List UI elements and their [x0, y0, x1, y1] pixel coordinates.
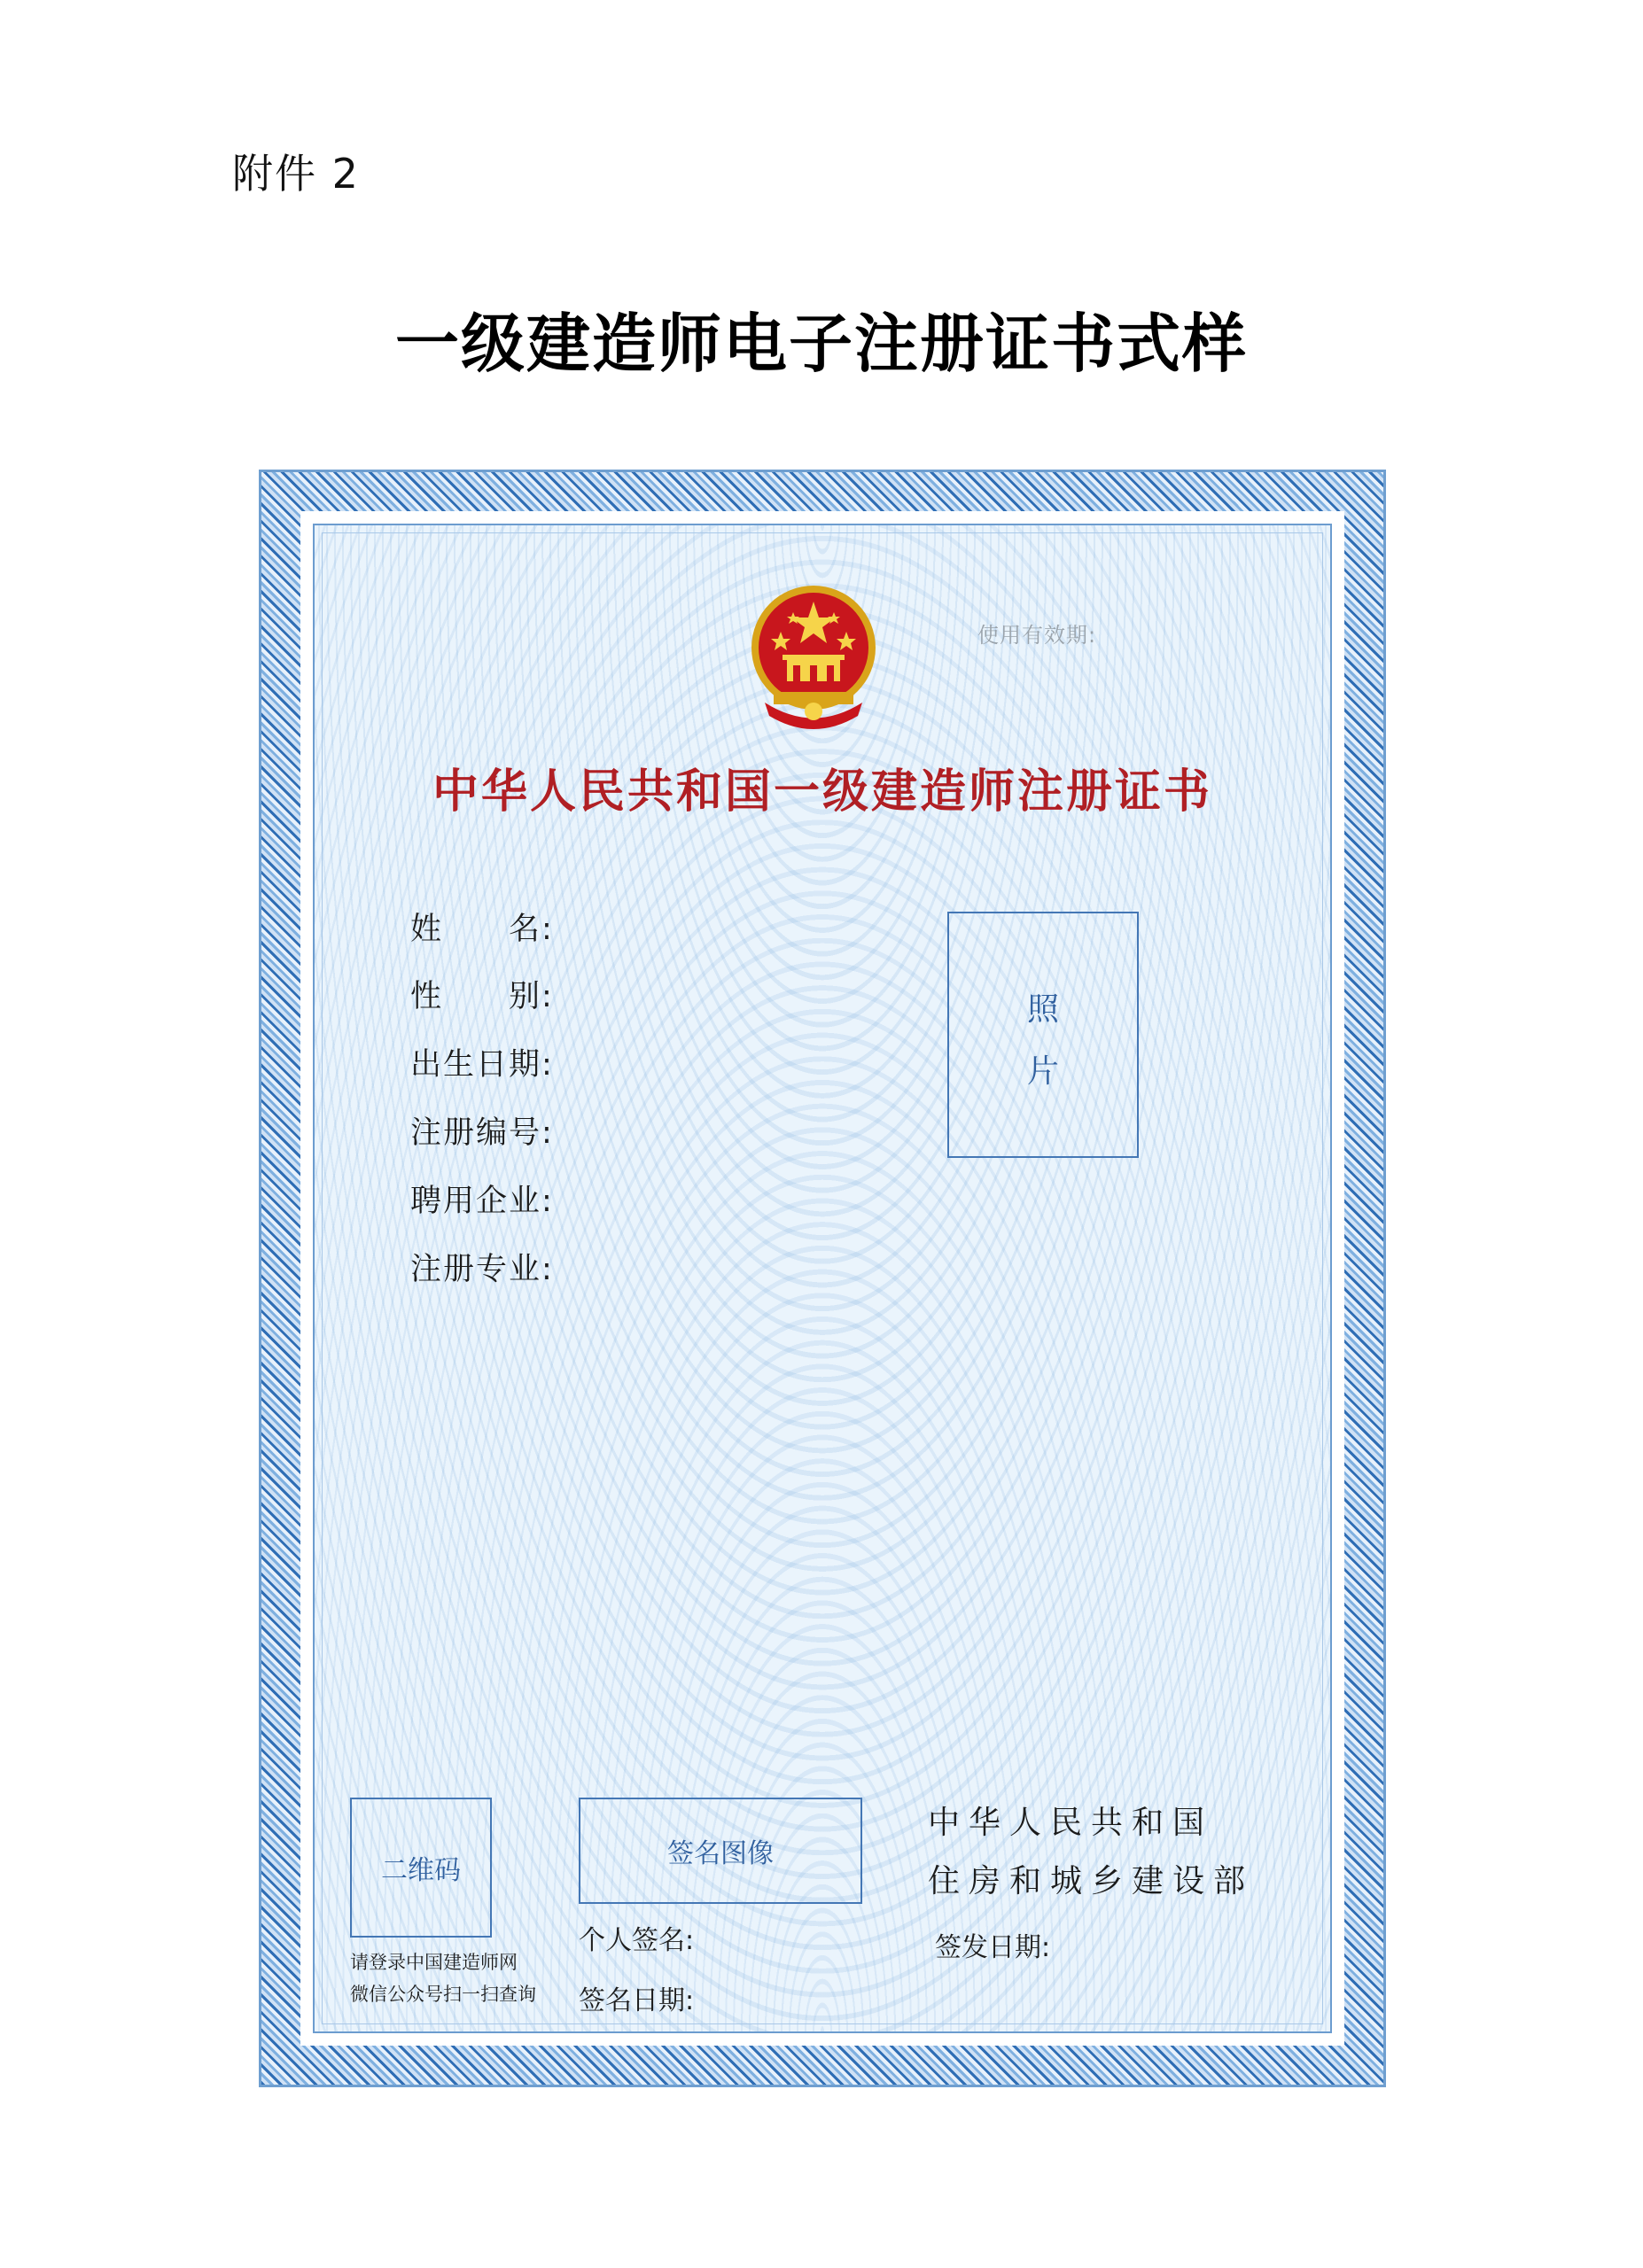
issue-date-label: 签发日期: — [935, 1932, 1051, 1963]
validity-period-label: 使用有效期: — [977, 623, 1097, 648]
certificate-sample — [259, 470, 1386, 2087]
national-emblem-icon — [747, 579, 880, 729]
field-specialty: 注册专业: — [410, 1252, 554, 1287]
field-registration-number: 注册编号: — [410, 1115, 554, 1151]
field-gender: 性 别: — [410, 979, 554, 1014]
photo-placeholder — [947, 912, 1139, 1158]
attachment-label: 附件 2 — [232, 150, 360, 198]
certificate-title: 中华人民共和国一级建造师注册证书 — [432, 765, 1212, 819]
qr-code-label: 二维码 — [381, 1855, 461, 1886]
issuer-line1: 中华人民共和国 — [928, 1805, 1214, 1841]
photo-label-line1: 照 — [1026, 991, 1059, 1028]
personal-signature-label: 个人签名: — [579, 1925, 695, 1956]
signature-image-label: 签名图像 — [667, 1838, 774, 1869]
qr-note-line2: 微信公众号扫一扫查询 — [350, 1984, 536, 2005]
signature-image-placeholder — [579, 1798, 862, 1904]
signature-date-label: 签名日期: — [579, 1985, 695, 2016]
qr-code-placeholder — [350, 1798, 492, 1938]
issuer-line2: 住房和城乡建设部 — [928, 1863, 1255, 1899]
photo-label-line2: 片 — [1026, 1053, 1059, 1090]
qr-note-line1: 请登录中国建造师网 — [350, 1952, 518, 1973]
field-name: 姓 名: — [410, 912, 554, 947]
document-title: 一级建造师电子注册证书式样 — [394, 306, 1248, 381]
field-birth-date: 出生日期: — [410, 1047, 554, 1083]
field-employer: 聘用企业: — [410, 1184, 554, 1219]
